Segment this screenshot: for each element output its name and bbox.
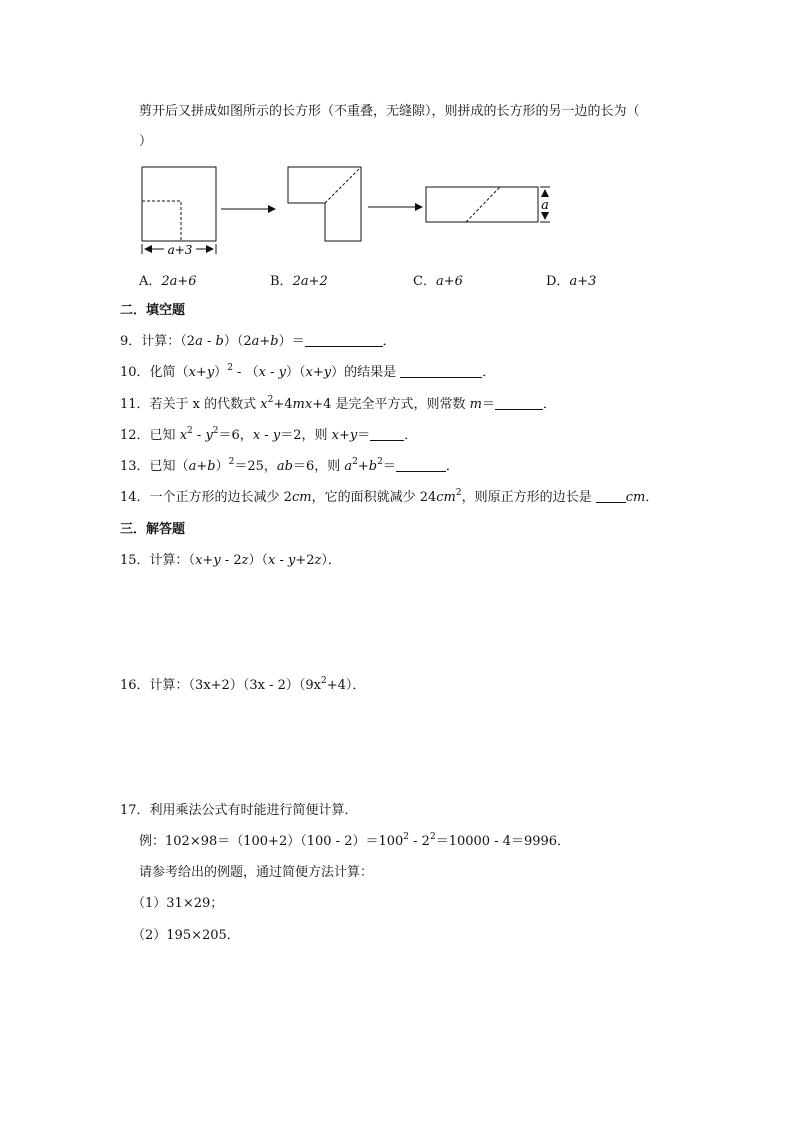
option-d[interactable]: D．a+3	[546, 274, 597, 289]
question-11: 11．若关于 x 的代数式 $x^2+4mx+4$ 是完全平方式，则常数 m＝ ．	[120, 395, 556, 412]
answer-blank-12[interactable]	[370, 428, 404, 441]
answer-blank-11[interactable]	[495, 397, 543, 410]
section-solve-title: 三．解答题	[120, 522, 186, 537]
question-14: 14．一个正方形的边长减少 2cm，它的面积就减少 $24cm^2$，则原正方形的边长是 cm．	[120, 488, 659, 505]
option-b[interactable]: B．2a+2	[270, 274, 328, 289]
question-15: 15．计算：（x+y - 2z）（x - y+2z）．	[120, 553, 341, 568]
answer-blank-10[interactable]	[400, 365, 482, 378]
section-fill-in-title: 二．填空题	[120, 303, 186, 318]
q8-figure	[0, 0, 794, 270]
q17-example: 例：$102\times 98=(100+2)(100 - 2)=100^2 - 2^2=10000 - 4=9996$．	[139, 832, 571, 849]
q8-stem-line1: 剪开后又拼成如图所示的长方形（不重叠，无缝隙），则拼成的长方形的另一边的长为（	[139, 104, 640, 119]
answer-blank-13[interactable]	[396, 459, 446, 472]
figure-side-label: a	[541, 198, 549, 213]
answer-blank-14[interactable]	[596, 490, 626, 503]
question-16: 16．计算：$(3x+2)(3x - 2)(9x^2+4)$．	[120, 676, 366, 693]
question-10: 10．化简$(x+y)^2 - (x - y)(x+y)$的结果是 ．	[120, 363, 496, 380]
figure-l-dashed	[325, 167, 361, 203]
answer-blank-9[interactable]	[305, 334, 383, 347]
q8-stem-line2: ）	[139, 134, 153, 149]
figure-square	[142, 167, 216, 241]
q17-instruction: 请参考给出的例题，通过简便方法计算：	[139, 865, 374, 880]
figure-bottom-label: a+3	[167, 243, 193, 257]
q17-part-2: （2）195×205．	[132, 928, 240, 943]
figure-inner-dashed	[142, 201, 181, 241]
option-c[interactable]: C．a+6	[413, 274, 463, 289]
figure-rect-dashed	[466, 187, 500, 222]
question-9: 9．计算：（2a - b）（2a+b）＝ ．	[120, 334, 396, 349]
q17-part-1: （1）31×29；	[132, 896, 224, 911]
question-13: 13．已知$(a+b)^2=25$，ab＝6，则 $a^2+b^2=$ ．	[120, 457, 459, 474]
question-12: 12．已知 $x^2 - y^2=6$，x - y＝2，则 x+y＝ ．	[120, 426, 418, 443]
figure-rectangle	[426, 187, 538, 222]
question-17: 17．利用乘法公式有时能进行简便计算．	[120, 803, 358, 818]
option-a[interactable]: A．2a+6	[139, 274, 197, 289]
